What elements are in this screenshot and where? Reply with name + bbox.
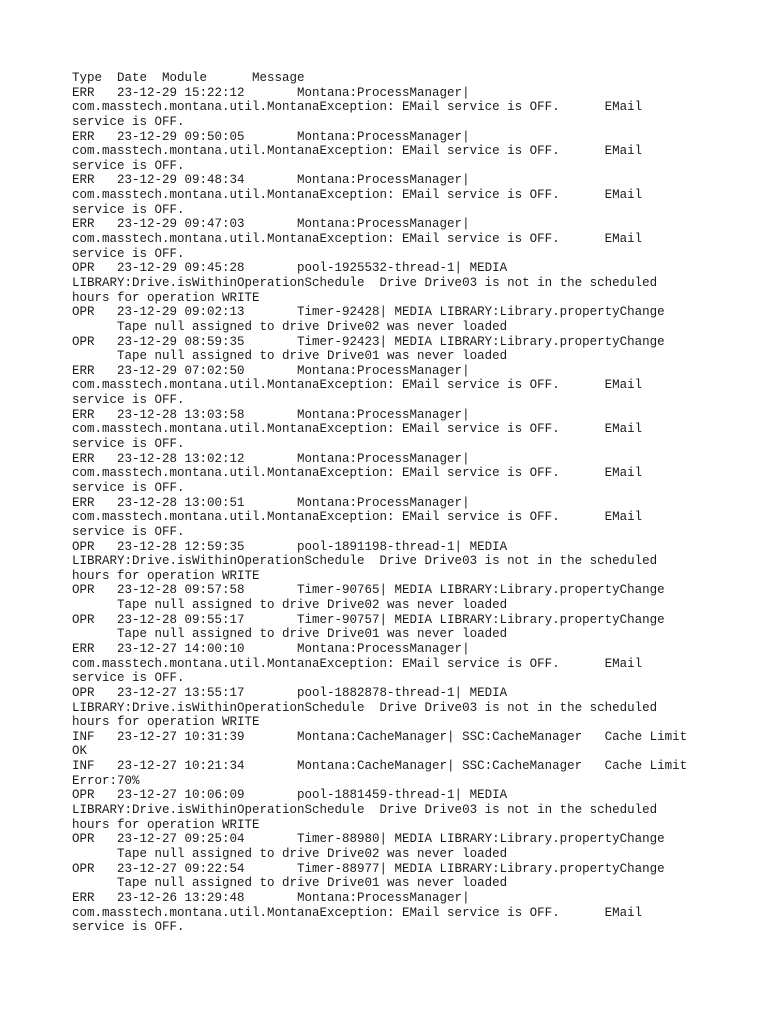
log-line: ERR 23-12-29 09:50:05 Montana:ProcessManager| [72, 129, 470, 144]
log-line: com.masstech.montana.util.MontanaException: EMail service is OFF. EMail [72, 656, 643, 671]
log-line: ERR 23-12-28 13:02:12 Montana:ProcessManager| [72, 451, 470, 466]
log-line: OPR 23-12-28 12:59:35 pool-1891198-thread-1| MEDIA [72, 539, 508, 554]
log-line: service is OFF. [72, 524, 185, 539]
log-line: INF 23-12-27 10:31:39 Montana:CacheManager| SSC:CacheManager Cache Limit [72, 729, 688, 744]
log-line: Tape null assigned to drive Drive01 was never loaded [72, 876, 508, 891]
log-line: ERR 23-12-29 09:48:34 Montana:ProcessManager| [72, 173, 470, 188]
log-line: service is OFF. [72, 158, 185, 173]
log-line: OPR 23-12-27 09:25:04 Timer-88980| MEDIA LIBRARY:Library.propertyChange [72, 832, 665, 847]
log-line: Tape null assigned to drive Drive02 was never loaded [72, 598, 508, 613]
log-line: LIBRARY:Drive.isWithinOperationSchedule Drive Drive03 is not in the scheduled [72, 275, 658, 290]
log-line: com.masstech.montana.util.MontanaException: EMail service is OFF. EMail [72, 466, 643, 481]
log-line: ERR 23-12-29 15:22:12 Montana:ProcessManager| [72, 85, 470, 100]
log-line: service is OFF. [72, 393, 185, 408]
log-line: OK [72, 744, 88, 759]
log-line: OPR 23-12-28 09:55:17 Timer-90757| MEDIA LIBRARY:Library.propertyChange [72, 612, 665, 627]
log-line: service is OFF. [72, 246, 185, 261]
log-line: service is OFF. [72, 480, 185, 495]
log-line: service is OFF. [72, 437, 185, 452]
log-document [72, 71, 712, 935]
log-line: com.masstech.montana.util.MontanaException: EMail service is OFF. EMail [72, 232, 643, 247]
log-line: LIBRARY:Drive.isWithinOperationSchedule Drive Drive03 is not in the scheduled [72, 700, 658, 715]
log-line: hours for operation WRITE [72, 715, 260, 730]
log-line: ERR 23-12-29 09:47:03 Montana:ProcessManager| [72, 217, 470, 232]
log-line: Tape null assigned to drive Drive01 was never loaded [72, 349, 508, 364]
log-line: com.masstech.montana.util.MontanaException: EMail service is OFF. EMail [72, 905, 643, 920]
log-line: service is OFF. [72, 202, 185, 217]
log-line: com.masstech.montana.util.MontanaException: EMail service is OFF. EMail [72, 100, 643, 115]
log-line: ERR 23-12-26 13:29:48 Montana:ProcessManager| [72, 890, 470, 905]
log-line: service is OFF. [72, 671, 185, 686]
log-line: LIBRARY:Drive.isWithinOperationSchedule Drive Drive03 is not in the scheduled [72, 803, 658, 818]
log-line: com.masstech.montana.util.MontanaException: EMail service is OFF. EMail [72, 510, 643, 525]
log-line: OPR 23-12-27 09:22:54 Timer-88977| MEDIA LIBRARY:Library.propertyChange [72, 861, 665, 876]
log-line: OPR 23-12-28 09:57:58 Timer-90765| MEDIA LIBRARY:Library.propertyChange [72, 583, 665, 598]
log-line: Error:70% [72, 773, 140, 788]
log-line: OPR 23-12-29 08:59:35 Timer-92423| MEDIA LIBRARY:Library.propertyChange [72, 334, 665, 349]
log-line: com.masstech.montana.util.MontanaException: EMail service is OFF. EMail [72, 422, 643, 437]
log-line: Tape null assigned to drive Drive01 was never loaded [72, 627, 508, 642]
log-line: INF 23-12-27 10:21:34 Montana:CacheManager| SSC:CacheManager Cache Limit [72, 759, 688, 774]
log-line: OPR 23-12-29 09:45:28 pool-1925532-thread-1| MEDIA [72, 261, 508, 276]
log-line: service is OFF. [72, 920, 185, 935]
log-line: LIBRARY:Drive.isWithinOperationSchedule Drive Drive03 is not in the scheduled [72, 554, 658, 569]
log-line: OPR 23-12-29 09:02:13 Timer-92428| MEDIA LIBRARY:Library.propertyChange [72, 305, 665, 320]
log-line: hours for operation WRITE [72, 290, 260, 305]
log-line: hours for operation WRITE [72, 568, 260, 583]
log-line: ERR 23-12-28 13:00:51 Montana:ProcessManager| [72, 495, 470, 510]
log-line: service is OFF. [72, 114, 185, 129]
log-line: OPR 23-12-27 10:06:09 pool-1881459-thread-1| MEDIA [72, 788, 508, 803]
log-line: Tape null assigned to drive Drive02 was never loaded [72, 319, 508, 334]
log-text [72, 71, 712, 935]
log-line: ERR 23-12-28 13:03:58 Montana:ProcessManager| [72, 407, 470, 422]
log-line: OPR 23-12-27 13:55:17 pool-1882878-thread-1| MEDIA [72, 685, 508, 700]
log-line: hours for operation WRITE [72, 817, 260, 832]
log-line: com.masstech.montana.util.MontanaException: EMail service is OFF. EMail [72, 188, 643, 203]
log-line: ERR 23-12-27 14:00:10 Montana:ProcessManager| [72, 641, 470, 656]
log-line: Tape null assigned to drive Drive02 was never loaded [72, 846, 508, 861]
log-header-line: Type Date Module Message [72, 71, 305, 85]
log-line: ERR 23-12-29 07:02:50 Montana:ProcessManager| [72, 363, 470, 378]
log-line: com.masstech.montana.util.MontanaException: EMail service is OFF. EMail [72, 378, 643, 393]
log-line: com.masstech.montana.util.MontanaException: EMail service is OFF. EMail [72, 144, 643, 159]
